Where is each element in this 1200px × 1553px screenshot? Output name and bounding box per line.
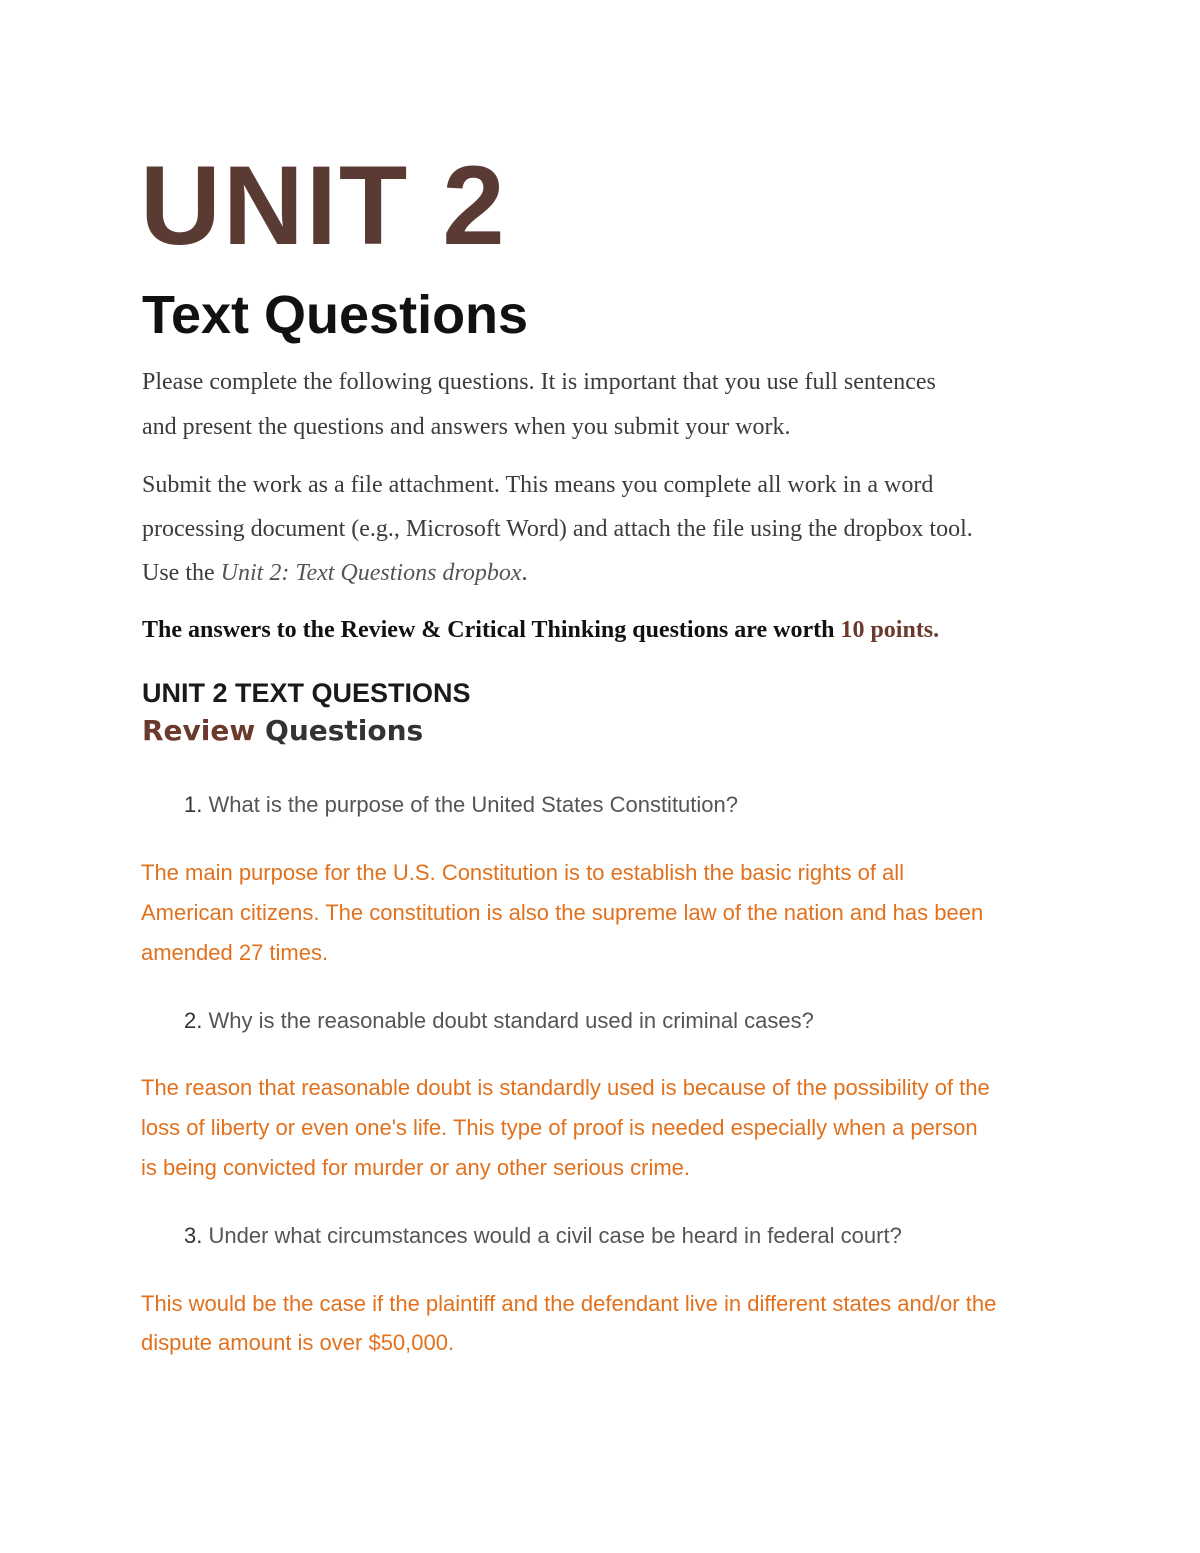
unit-title: UNIT 2 xyxy=(140,143,507,268)
intro-p2-line2: processing document (e.g., Microsoft Word) and attach the file using the dropbox tool. xyxy=(142,516,973,542)
question-3-number: 3. xyxy=(184,1223,203,1248)
question-1-number: 1. xyxy=(184,792,203,817)
points-value: 10 points. xyxy=(840,617,940,643)
review-heading-rest: Questions xyxy=(255,714,424,747)
question-2 xyxy=(184,1008,814,1034)
intro-p2-line3 xyxy=(142,560,528,587)
dropbox-name: Unit 2: Text Questions dropbox xyxy=(220,560,522,586)
points-statement xyxy=(142,617,939,644)
question-3 xyxy=(184,1223,902,1249)
review-heading-accent: Review xyxy=(142,714,256,747)
intro-p2-line3-prefix: Use the xyxy=(142,560,221,586)
intro-p1-line2: and present the questions and answers when you submit your work. xyxy=(142,414,791,440)
answer-2-line-3: is being convicted for murder or any other serious crime. xyxy=(141,1155,691,1180)
answer-1-line-2: American citizens. The constitution is also the supreme law of the nation and has been xyxy=(141,900,984,925)
question-2-text: Why is the reasonable doubt standard used in criminal cases? xyxy=(202,1008,814,1033)
page-subtitle: Text Questions xyxy=(142,285,529,345)
question-1 xyxy=(184,792,738,818)
answer-3-line-2: dispute amount is over $50,000. xyxy=(141,1330,455,1355)
answer-1-line-1: The main purpose for the U.S. Constitution is to establish the basic rights of all xyxy=(141,860,905,885)
intro-p2-line3-suffix: . xyxy=(521,560,528,586)
question-2-number: 2. xyxy=(184,1008,203,1033)
answer-3-line-1: This would be the case if the plaintiff and the defendant live in different states and/or the xyxy=(141,1291,997,1316)
intro-p1-line1: Please complete the following questions. It is important that you use full sentences xyxy=(142,369,936,395)
section-heading: UNIT 2 TEXT QUESTIONS xyxy=(142,678,471,708)
question-3-text: Under what circumstances would a civil case be heard in federal court? xyxy=(202,1223,902,1248)
intro-p2-line1: Submit the work as a file attachment. This means you complete all work in a word xyxy=(142,472,934,498)
answer-2-line-1: The reason that reasonable doubt is standardly used is because of the possibility of the xyxy=(141,1075,990,1100)
answer-2-line-2: loss of liberty or even one's life. This type of proof is needed especially when a person xyxy=(141,1115,978,1140)
review-questions-heading xyxy=(142,714,423,747)
question-1-text: What is the purpose of the United States Constitution? xyxy=(202,792,738,817)
points-prefix: The answers to the Review & Critical Thinking questions are worth xyxy=(142,617,841,643)
answer-1-line-3: amended 27 times. xyxy=(141,940,329,965)
